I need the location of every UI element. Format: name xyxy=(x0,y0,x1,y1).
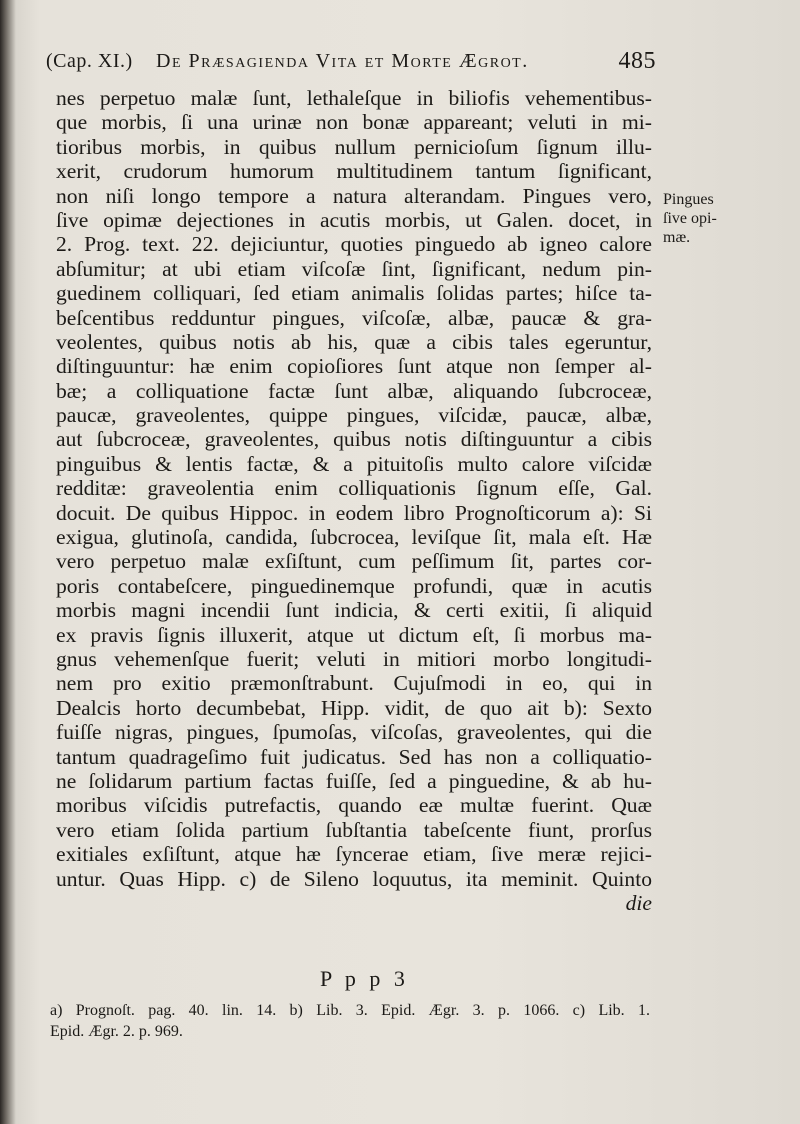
text-line: moribus viſcidis putrefactis, quando eæ multæ fuerint. Quæ xyxy=(56,793,652,818)
text-line: non niſi longo tempore a natura alterandam. Pingues vero, xyxy=(56,183,652,208)
text-line: 2. Prog. text. 22. dejiciuntur, quoties pinguedo ab igneo calore xyxy=(56,232,652,257)
text-line: que morbis, ſi una urinæ non bonæ appareant; veluti in mi- xyxy=(56,110,652,135)
text-line: bæ; a colliquatione factæ ſunt albæ, aliquando ſubcroceæ, xyxy=(56,378,652,403)
text-line: untur. Quas Hipp. c) de Sileno loquutus, ita meminit. Quinto xyxy=(56,866,652,891)
marginal-note xyxy=(663,190,733,247)
footnote-line: Epid. Ægr. 2. p. 969. xyxy=(50,1023,183,1040)
text-line: pinguibus & lentis factæ, & a pituitoſis multo calore viſcidæ xyxy=(56,451,652,476)
text-line: ex pravis ſignis illuxerit, atque ut dictum eſt, ſi morbus ma- xyxy=(56,622,652,647)
text-line: exitiales exſiſtunt, atque hæ ſyncerae etiam, ſive meræ rejici- xyxy=(56,842,652,867)
text-line: vero perpetuo malæ exſiſtunt, cum peſſimum ſit, partes cor- xyxy=(56,549,652,574)
text-line: beſcentibus redduntur pingues, viſcoſæ, albæ, paucæ & gra- xyxy=(56,305,652,330)
text-line: vero etiam ſolida partium ſubſtantia tabeſcente fiunt, prorſus xyxy=(56,817,652,842)
text-line: diſtinguuntur: hæ enim copioſiores ſunt atque non ſemper al- xyxy=(56,354,652,379)
text-line: Dealcis horto decumbebat, Hipp. vidit, de quo ait b): Sexto xyxy=(56,695,652,720)
text-line: docuit. De quibus Hippoc. in eodem libro Prognoſticorum a): Si xyxy=(56,500,652,525)
chapter-label: (Cap. XI.) xyxy=(46,50,133,72)
text-line: guedinem colliquari, ſed etiam animalis ſolidas partes; hiſce ta- xyxy=(56,281,652,306)
text-line: xerit, crudorum humorum multitudinem tantum ſignificant, xyxy=(56,159,652,184)
text-line: gnus vehemenſque fuerit; veluti in mitiori morbo longitudi- xyxy=(56,646,652,671)
text-line: tantum quadrageſimo fuit judicatus. Sed has non a colliquatio- xyxy=(56,744,652,769)
signature-mark: P p p 3 xyxy=(320,966,409,991)
text-line: paucæ, graveolentes, quippe pingues, viſcidæ, paucæ, albæ, xyxy=(56,403,652,428)
text-line: ſive opimæ dejectiones in acutis morbis, ut Galen. docet, in xyxy=(56,207,652,232)
catchword: die xyxy=(625,890,652,915)
marginal-note-line: Pingues xyxy=(663,191,714,208)
text-line: exigua, glutinoſa, candida, ſubcrocea, leviſque ſit, mala eſt. Hæ xyxy=(56,525,652,550)
running-header xyxy=(46,40,656,80)
text-line: morbis magni incendii ſunt indicia, & certi exitii, ſi aliquid xyxy=(56,598,652,623)
running-title: De Præsagienda Vita et Morte Ægrot. xyxy=(156,50,529,72)
footnotes xyxy=(50,1000,650,1042)
marginal-note-line: ſive opi- xyxy=(663,210,717,227)
text-line: abſumitur; at ubi etiam viſcoſæ ſint, ſignificant, nedum pin- xyxy=(56,256,652,281)
text-line: ne ſolidarum partium factas fuiſſe, ſed a pinguedine, & ab hu- xyxy=(56,768,652,793)
marginal-note-line: mæ. xyxy=(663,229,691,246)
text-line: nem pro exitio præmonſtrabunt. Cujuſmodi in eo, qui in xyxy=(56,671,652,696)
text-line: poris contabeſcere, pinguedinemque profundi, quæ in acutis xyxy=(56,573,652,598)
text-line: fuiſſe nigras, pingues, ſpumoſas, viſcoſas, graveolentes, qui die xyxy=(56,720,652,745)
text-line: aut ſubcroceæ, graveolentes, quibus notis diſtinguuntur a cibis xyxy=(56,427,652,452)
text-line: veolentes, quibus notis ab his, quæ a cibis tales egeruntur, xyxy=(56,329,652,354)
body-text xyxy=(56,86,652,915)
text-line: tioribus morbis, in quibus nullum pernicioſum ſignum illu- xyxy=(56,134,652,159)
text-line: redditæ: graveolentia enim colliquationis ſignum eſſe, Gal. xyxy=(56,476,652,501)
page-number: 485 xyxy=(618,48,656,74)
footnote-line: a) Prognoſt. pag. 40. lin. 14. b) Lib. 3. Epid. Ægr. 3. p. 1066. c) Lib. 1. xyxy=(50,1002,650,1019)
text-line: nes perpetuo malæ ſunt, lethaleſque in biliofis vehementibus- xyxy=(56,86,652,110)
